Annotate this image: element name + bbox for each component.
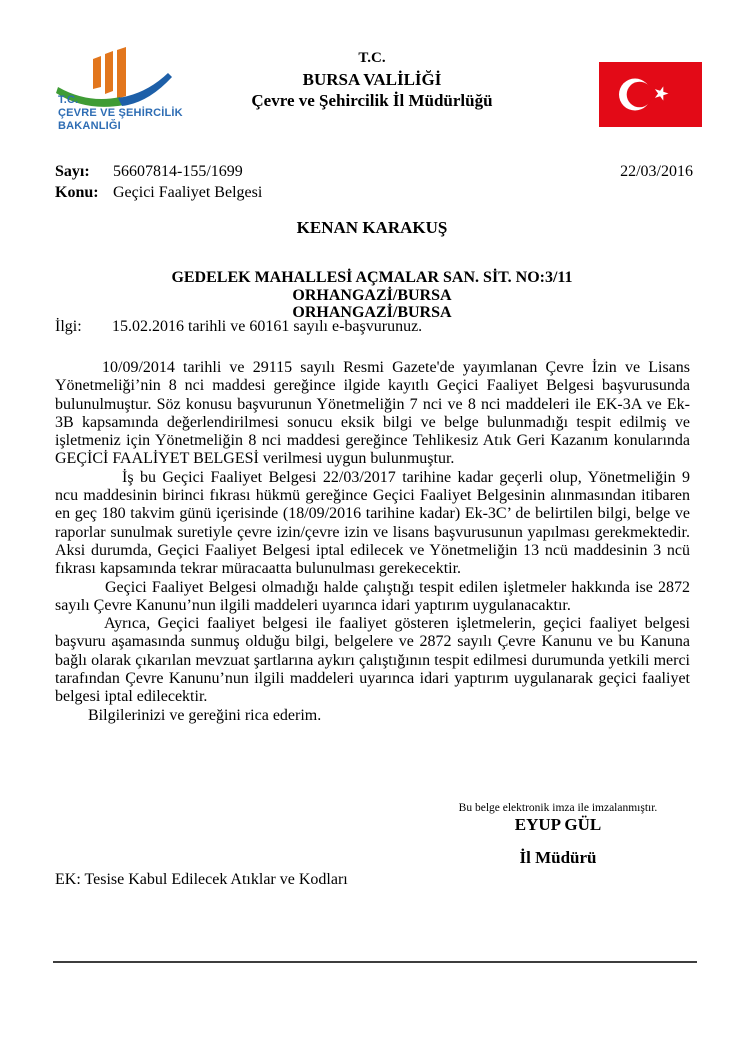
body-paragraph: 10/09/2014 tarihli ve 29115 sayılı Resmi Gazete'de yayımlanan Çevre İzin ve Lisans Yönetmeliği’nin 8 nci maddesi gereğince ilgide kayıtlı Geçici Faaliyet Belgesi başvurusunda bulunulmuştur. Söz konusu başvurunun Yönetmeliğin 7 nci ve 8 nci maddeleri ile EK-3A ve Ek-3B kapsamında değerlendirilmesi sonucu eksik bilgi ve belge bulunmadığı tespit edilmiş ve işletmeniz için Yönetmeliğin 8 nci maddesi gereğince Tehlikesiz Atık Geri Kazanım konularında GEÇİCİ FAALİYET BELGESİ verilmesi uygun bulunmuştur. [55, 359, 690, 468]
reference-row [55, 318, 690, 336]
sayi-row [55, 161, 693, 182]
recipient-address [0, 269, 744, 322]
reference-label: İlgi: [55, 318, 82, 335]
sayi-label: Sayı: [55, 163, 90, 180]
electronic-signature-note: Bu belge elektronik imza ile imzalanmıştır. [458, 802, 658, 814]
meta-block [55, 161, 693, 203]
address-line: ORHANGAZİ/BURSA [292, 304, 452, 322]
document-date: 22/03/2016 [620, 163, 693, 180]
body-paragraph: Geçici Faaliyet Belgesi olmadığı halde çalıştığı tespit edilen işletmeler hakkında ise 2872 sayılı Çevre Kanunu’nun ilgili maddeleri uyarınca idari yaptırım uygulanacaktır. [55, 578, 690, 614]
attachment-line: EK: Tesise Kabul Edilecek Atıklar ve Kodları [55, 871, 348, 888]
turkish-flag-svg [599, 62, 702, 127]
letter-body [55, 359, 690, 725]
konu-value: Geçici Faaliyet Belgesi [113, 184, 263, 201]
turkish-flag-icon [599, 62, 702, 127]
letterhead-tc: T.C. [358, 50, 386, 66]
signer-title: İl Müdürü [519, 848, 597, 867]
sayi-value: 56607814-155/1699 [113, 163, 243, 180]
address-line: ORHANGAZİ/BURSA [292, 286, 452, 304]
recipient-name: KENAN KARAKUŞ [296, 218, 448, 237]
logo-line1: ÇEVRE VE ŞEHİRCİLİK [58, 107, 183, 119]
body-paragraph: Ayrıca, Geçici faaliyet belgesi ile faaliyet gösteren işletmelerin, geçici faaliyet belgesi başvuru aşamasında sunmuş olduğu bilgi, belgelere ve 2872 sayılı Çevre Kanunu ve bu Kanuna bağlı olarak çıkarılan mevzuat şartlarına aykırı çalıştığının tespit edilmesi durumunda yetkili merci tarafından Çevre Kanunu’nun ilgili maddeleri uyarınca idari yaptırım uygulanarak geçici faaliyet belgesi iptal edilecektir. [55, 615, 690, 706]
signature-block [418, 802, 698, 868]
address-line: GEDELEK MAHALLESİ AÇMALAR SAN. SİT. NO:3/11 [171, 269, 573, 286]
konu-label: Konu: [55, 184, 99, 201]
footer-divider [53, 961, 697, 963]
body-paragraph: İş bu Geçici Faaliyet Belgesi 22/03/2017 tarihine kadar geçerli olup, Yönetmeliğin 9 ncu maddesinin birinci fıkrası hükmü gereğince Geçici Faaliyet Belgesinin alınmasından itibaren en geç 180 takvim günü içerisinde (18/09/2016 tarihine kadar) Ek-3C’ de belirtilen bilgi, belge ve raporlar sunulmak suretiyle çevre izin/çevre izin ve lisans başvurusunun yapılması gerekmektedir. Aksi durumda, Geçici Faaliyet Belgesi iptal edilecek ve Yönetmeliğin 13 ncü maddesinin 3 ncü fıkrası kapsamında tekrar müracaatta bulunulması gerekecektir. [55, 468, 690, 578]
letterhead-directorate: Çevre ve Şehircilik İl Müdürlüğü [251, 91, 493, 110]
konu-row [55, 182, 693, 203]
signer-name: EYUP GÜL [514, 815, 602, 834]
closing-line: Bilgilerinizi ve gereğini rica ederim. [88, 706, 322, 724]
reference-text: 15.02.2016 tarihli ve 60161 sayılı e-başvurunuz. [112, 318, 423, 335]
logo-tc: T.C. [58, 94, 79, 106]
logo-line2: BAKANLIĞI [58, 120, 121, 132]
letterhead-governorship: BURSA VALİLİĞİ [302, 70, 442, 89]
